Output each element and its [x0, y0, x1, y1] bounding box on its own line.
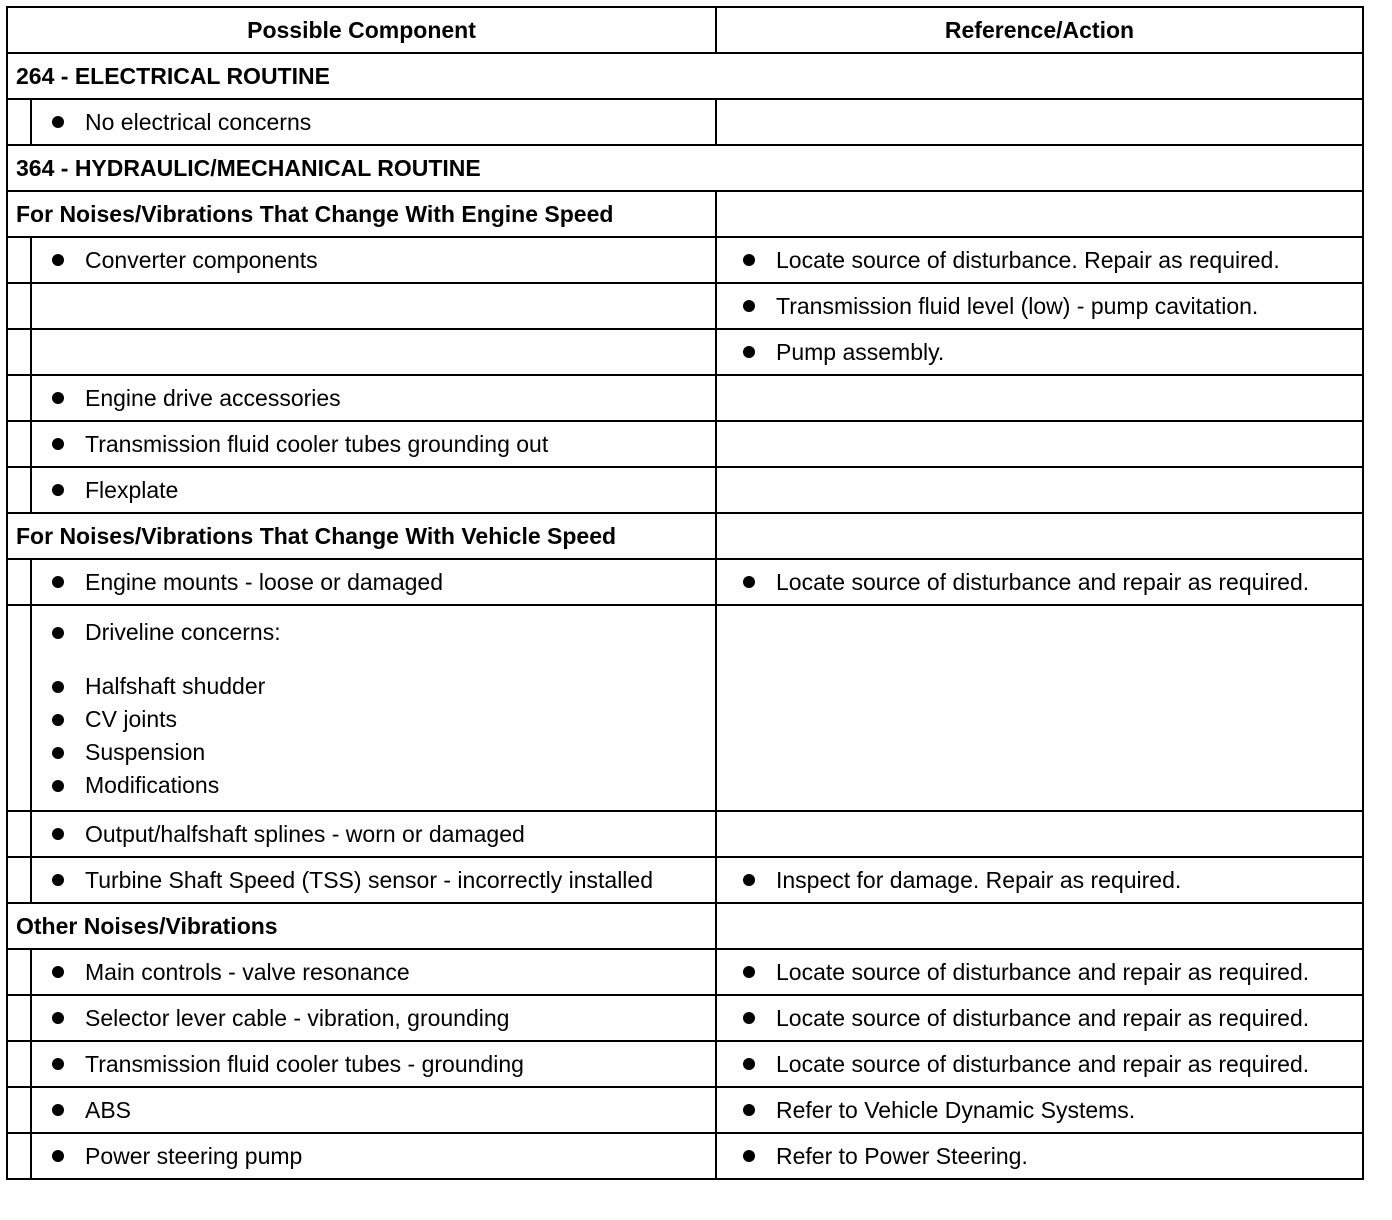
indent-cell [7, 375, 31, 421]
bullet-icon [52, 576, 64, 588]
bullet-icon [52, 484, 64, 496]
action-cell [716, 467, 1363, 513]
table-row [7, 375, 1363, 421]
bullet-icon [52, 966, 64, 978]
indent-cell [7, 1041, 31, 1087]
action-cell [716, 421, 1363, 467]
bullet-icon [743, 966, 755, 978]
component-text: Flexplate [85, 476, 179, 503]
action-text: Locate source of disturbance and repair as required. [776, 1050, 1310, 1077]
section-row [7, 145, 1363, 191]
bullet-icon [52, 1104, 64, 1116]
indent-cell [7, 283, 31, 329]
action-cell [716, 191, 1363, 237]
section-row [7, 903, 1363, 949]
action-text: Pump assembly. [776, 338, 945, 365]
bullet-icon [52, 254, 64, 266]
action-text: Locate source of disturbance and repair as required. [776, 958, 1310, 985]
bullet-icon [743, 576, 755, 588]
header-possible-component: Possible Component [7, 7, 716, 53]
action-text: Locate source of disturbance and repair as required. [776, 568, 1310, 595]
indent-cell [7, 99, 31, 145]
bullet-icon [743, 1150, 755, 1162]
indent-cell [7, 857, 31, 903]
section-title: For Noises/Vibrations That Change With Engine Speed [7, 191, 716, 237]
table-row [7, 99, 1363, 145]
bullet-icon [52, 116, 64, 128]
component-text: Turbine Shaft Speed (TSS) sensor - incorrectly installed [85, 866, 654, 893]
indent-cell [7, 421, 31, 467]
action-text: Locate source of disturbance and repair as required. [776, 1004, 1310, 1031]
bullet-icon [52, 874, 64, 886]
bullet-icon [52, 1058, 64, 1070]
action-text: Refer to Vehicle Dynamic Systems. [776, 1096, 1136, 1123]
bullet-icon [52, 438, 64, 450]
indent-cell [7, 237, 31, 283]
component-cell [31, 283, 716, 329]
action-cell [716, 811, 1363, 857]
table-header-row [7, 7, 1363, 53]
component-text: Transmission fluid cooler tubes grounding out [85, 430, 549, 457]
component-text: Power steering pump [85, 1142, 303, 1169]
indent-cell [7, 467, 31, 513]
bullet-icon [52, 780, 64, 792]
bullet-icon [52, 627, 64, 639]
bullet-icon [743, 1104, 755, 1116]
component-text: Engine mounts - loose or damaged [85, 568, 443, 595]
table-row [7, 1133, 1363, 1179]
bullet-icon [52, 1012, 64, 1024]
table-row [7, 857, 1363, 903]
bullet-icon [743, 1012, 755, 1024]
table-row [7, 559, 1363, 605]
action-text: Locate source of disturbance. Repair as required. [776, 246, 1280, 273]
table-row [7, 283, 1363, 329]
action-cell [716, 605, 1363, 811]
bullet-icon [743, 874, 755, 886]
component-text: Modifications [85, 772, 220, 798]
section-row [7, 191, 1363, 237]
table-row [7, 811, 1363, 857]
bullet-icon [743, 300, 755, 312]
indent-cell [7, 949, 31, 995]
component-text: ABS [85, 1096, 132, 1123]
table-row [7, 605, 1363, 811]
component-text: Halfshaft shudder [85, 673, 266, 699]
indent-cell [7, 811, 31, 857]
section-row [7, 513, 1363, 559]
component-text: No electrical concerns [85, 108, 312, 135]
bullet-icon [52, 747, 64, 759]
action-cell [716, 375, 1363, 421]
component-text: Driveline concerns: [85, 619, 281, 645]
table-row [7, 467, 1363, 513]
section-title: For Noises/Vibrations That Change With Vehicle Speed [7, 513, 716, 559]
bullet-icon [743, 254, 755, 266]
table-row [7, 1041, 1363, 1087]
indent-cell [7, 1087, 31, 1133]
indent-cell [7, 329, 31, 375]
section-title: 264 - ELECTRICAL ROUTINE [7, 53, 1363, 99]
header-reference-action: Reference/Action [716, 7, 1363, 53]
action-text: Transmission fluid level (low) - pump cavitation. [776, 292, 1259, 319]
component-text: CV joints [85, 706, 178, 732]
bullet-icon [52, 681, 64, 693]
action-cell [716, 99, 1363, 145]
bullet-icon [52, 828, 64, 840]
action-cell [716, 513, 1363, 559]
indent-cell [7, 605, 31, 811]
component-text: Transmission fluid cooler tubes - grounding [85, 1050, 524, 1077]
section-title: Other Noises/Vibrations [7, 903, 716, 949]
table-row [7, 329, 1363, 375]
table-row [7, 237, 1363, 283]
bullet-icon [743, 1058, 755, 1070]
action-cell [716, 903, 1363, 949]
component-text: Suspension [85, 739, 206, 765]
indent-cell [7, 559, 31, 605]
bullet-icon [52, 714, 64, 726]
action-text: Refer to Power Steering. [776, 1142, 1028, 1169]
component-text: Converter components [85, 246, 318, 273]
indent-cell [7, 995, 31, 1041]
component-text: Selector lever cable - vibration, grounding [85, 1004, 510, 1031]
bullet-icon [743, 346, 755, 358]
component-cell [31, 329, 716, 375]
bullet-icon [52, 392, 64, 404]
bullet-icon [52, 1150, 64, 1162]
component-text: Main controls - valve resonance [85, 958, 410, 985]
section-row [7, 53, 1363, 99]
indent-cell [7, 1133, 31, 1179]
section-title: 364 - HYDRAULIC/MECHANICAL ROUTINE [7, 145, 1363, 191]
diagnostic-table [6, 6, 1364, 1180]
table-row [7, 949, 1363, 995]
table-row [7, 1087, 1363, 1133]
action-text: Inspect for damage. Repair as required. [776, 866, 1182, 893]
table-row [7, 995, 1363, 1041]
component-text: Engine drive accessories [85, 384, 341, 411]
component-text: Output/halfshaft splines - worn or damaged [85, 820, 525, 847]
table-row [7, 421, 1363, 467]
